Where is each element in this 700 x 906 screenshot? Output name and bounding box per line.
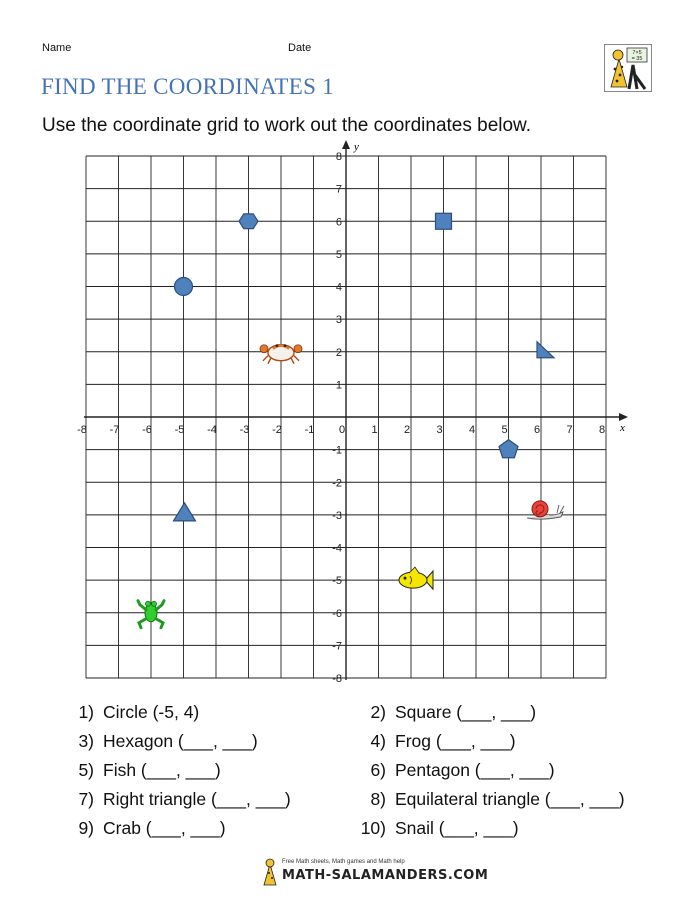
hexagon-shape bbox=[239, 214, 258, 229]
snail-icon bbox=[527, 501, 564, 519]
question-item bbox=[352, 818, 519, 839]
x-tick-label: -4 bbox=[207, 424, 217, 436]
y-tick-label: 1 bbox=[335, 379, 342, 392]
y-axis-label: y bbox=[354, 141, 359, 153]
x-tick-label: -6 bbox=[142, 424, 152, 436]
question-item bbox=[60, 702, 199, 723]
square-shape bbox=[436, 213, 452, 229]
logo-badge-line2: = 35 bbox=[631, 56, 643, 62]
y-tick-label: -4 bbox=[332, 542, 342, 555]
y-tick-label: 6 bbox=[335, 216, 342, 229]
x-tick-label: -1 bbox=[304, 424, 315, 436]
y-tick-label: 8 bbox=[335, 151, 342, 163]
x-tick-label: 6 bbox=[533, 424, 541, 436]
y-tick-label: -5 bbox=[332, 575, 342, 588]
y-tick-label: -7 bbox=[332, 640, 342, 653]
footer-logo bbox=[262, 858, 489, 888]
footer-tagline: Free Math sheets, Math games and Math help bbox=[282, 859, 405, 865]
question-item bbox=[352, 789, 625, 810]
question-text: Frog (___, ___) bbox=[395, 731, 516, 751]
y-tick-label: 7 bbox=[335, 183, 342, 196]
x-tick-label: -7 bbox=[109, 424, 120, 436]
x-tick-label: 5 bbox=[501, 424, 508, 436]
pentagon-shape bbox=[499, 440, 518, 458]
question-number: 7) bbox=[78, 789, 94, 809]
question-item bbox=[352, 760, 555, 781]
question-item bbox=[60, 731, 258, 752]
question-text: Hexagon (___, ___) bbox=[103, 731, 258, 751]
question-number: 8) bbox=[370, 789, 386, 809]
x-tick-label: 7 bbox=[566, 424, 573, 436]
question-number: 2) bbox=[370, 702, 386, 722]
circle-shape bbox=[175, 278, 193, 296]
x-axis-arrow bbox=[619, 413, 628, 421]
instruction-text: Use the coordinate grid to work out the coordinates below. bbox=[42, 115, 532, 136]
date-label: Date bbox=[288, 42, 312, 54]
question-item bbox=[352, 702, 536, 723]
y-tick-label: -1 bbox=[332, 444, 342, 457]
question-text: Circle (-5, 4) bbox=[103, 702, 200, 722]
y-tick-label: 3 bbox=[335, 314, 342, 327]
x-tick-label: 4 bbox=[468, 424, 476, 436]
fish-icon bbox=[399, 567, 433, 589]
x-tick-label: 0 bbox=[338, 424, 346, 436]
x-tick-label: -8 bbox=[77, 424, 87, 436]
question-number: 10) bbox=[360, 818, 386, 838]
crab-icon bbox=[260, 344, 302, 363]
question-text: Crab (___, ___) bbox=[103, 818, 226, 838]
y-tick-label: -8 bbox=[332, 673, 342, 685]
y-tick-label: 2 bbox=[335, 346, 342, 359]
question-text: Right triangle (___, ___) bbox=[103, 789, 291, 809]
x-tick-label: 3 bbox=[436, 424, 443, 436]
question-item bbox=[60, 789, 291, 810]
x-tick-label: 1 bbox=[371, 424, 378, 436]
y-tick-label: -2 bbox=[332, 477, 342, 490]
question-text: Pentagon (___, ___) bbox=[395, 760, 555, 780]
x-tick-label: 8 bbox=[598, 424, 606, 436]
question-text: Square (___, ___) bbox=[395, 702, 537, 722]
question-item bbox=[352, 731, 516, 752]
question-number: 6) bbox=[370, 760, 386, 780]
question-number: 1) bbox=[78, 702, 94, 722]
x-tick-label: 2 bbox=[403, 424, 411, 436]
x-tick-label: -2 bbox=[272, 424, 282, 436]
x-tick-label: -3 bbox=[239, 424, 250, 436]
y-tick-label: -6 bbox=[332, 607, 342, 620]
y-axis-arrow bbox=[342, 140, 350, 149]
name-label: Name bbox=[42, 42, 72, 54]
logo-badge-line1: 7×5 bbox=[632, 50, 642, 56]
x-axis-label: x bbox=[620, 422, 625, 434]
right-triangle-shape bbox=[537, 342, 554, 358]
y-tick-label: 4 bbox=[335, 281, 342, 294]
question-number: 9) bbox=[78, 818, 94, 838]
x-tick-label: -5 bbox=[174, 424, 185, 436]
question-number: 4) bbox=[370, 731, 386, 751]
footer-salamander-icon bbox=[262, 858, 280, 886]
question-number: 3) bbox=[78, 731, 94, 751]
y-tick-label: 5 bbox=[335, 248, 342, 261]
question-item bbox=[60, 760, 221, 781]
question-text: Fish (___, ___) bbox=[103, 760, 221, 780]
equilateral-triangle-shape bbox=[174, 503, 196, 521]
y-tick-label: -3 bbox=[332, 509, 342, 522]
page-title: FIND THE COORDINATES 1 bbox=[41, 74, 335, 99]
question-text: Equilateral triangle (___, ___) bbox=[395, 789, 625, 809]
footer-site-name: MATH-SALAMANDERS.COM bbox=[282, 868, 489, 883]
question-number: 5) bbox=[78, 760, 94, 780]
question-item bbox=[60, 818, 226, 839]
question-text: Snail (___, ___) bbox=[395, 818, 519, 838]
